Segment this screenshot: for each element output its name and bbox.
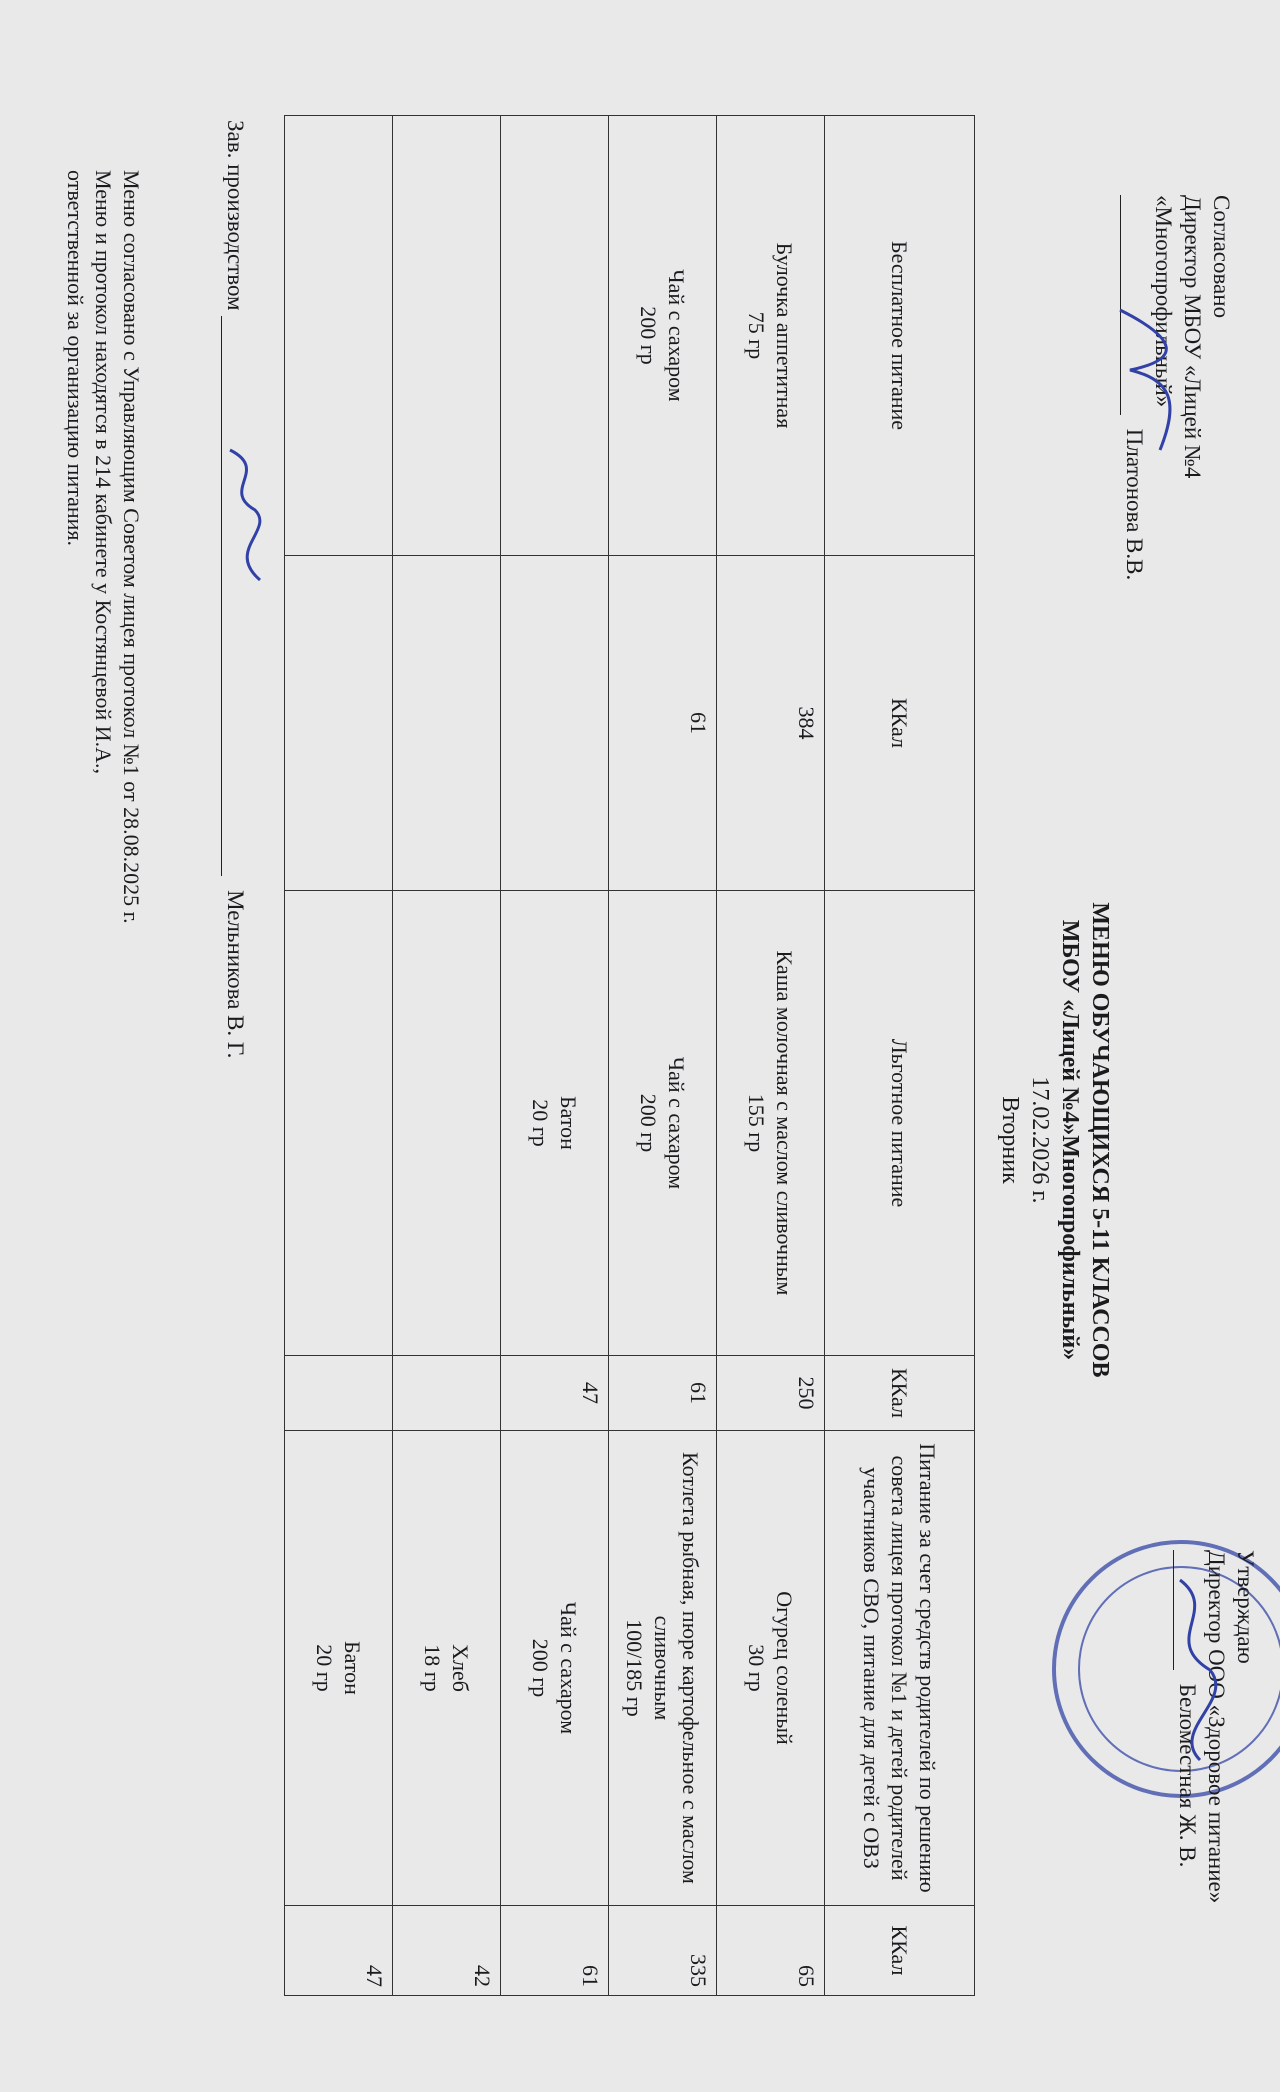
- table-cell: Чай с сахаром 200 гр: [501, 1431, 609, 1906]
- menu-title-line2: МБОУ «Лицей №4»Многопрофильный»: [1057, 919, 1083, 1361]
- note-line3: ответственной за организацию питания.: [63, 170, 88, 547]
- table-cell: Хлеб 18 гр: [393, 1431, 501, 1906]
- note-line2: Меню и протокол находятся в 214 кабинете у Костянцевой И.А.,: [91, 170, 116, 775]
- kcal-cell: 335: [609, 1906, 717, 1996]
- manager-signature: [210, 440, 280, 590]
- table-cell: Булочка аппетитная 75 гр: [717, 116, 825, 556]
- table-cell: [393, 891, 501, 1356]
- table-row: [285, 116, 393, 1996]
- table-cell: [285, 891, 393, 1356]
- director-signature: [1100, 300, 1190, 460]
- production-manager-row: [221, 120, 250, 1220]
- approval-left-block: [1120, 195, 1236, 845]
- approval-left-line2: Директор МБОУ «Лицей №4: [1180, 195, 1205, 479]
- menu-weekday: Вторник: [997, 1096, 1023, 1184]
- header-free-meals: Бесплатное питание: [825, 116, 975, 556]
- approval-right-line2: Директор ООО «Здоровое питание»: [1204, 1550, 1229, 1904]
- kcal-cell: 384: [717, 556, 825, 891]
- table-row: [609, 116, 717, 1996]
- table-row: [501, 116, 609, 1996]
- notes-block: [61, 170, 145, 1570]
- table-cell: Огурец соленый 30 гр: [717, 1431, 825, 1906]
- kcal-cell: 61: [609, 1356, 717, 1431]
- kcal-cell: 61: [501, 1906, 609, 1996]
- kcal-cell: 47: [285, 1906, 393, 1996]
- kcal-cell: [393, 556, 501, 891]
- kcal-cell: [393, 1356, 501, 1431]
- supplier-signature: [1150, 1570, 1240, 1770]
- kcal-cell: [285, 556, 393, 891]
- kcal-cell: 65: [717, 1906, 825, 1996]
- approval-left-line3: «Многопрофильный»: [1151, 195, 1176, 408]
- table-row: [717, 116, 825, 1996]
- table-row: [393, 116, 501, 1996]
- approval-left-line1: Согласовано: [1209, 195, 1234, 319]
- approval-right-signer: Беломестная Ж. В.: [1175, 1683, 1200, 1868]
- header-kcal: ККал: [825, 556, 975, 891]
- signature-line: [221, 316, 244, 876]
- note-line1: Меню согласовано с Управляющим Советом лицея протокол №1 от 28.08.2025 г.: [119, 170, 144, 924]
- production-manager-label: Зав. производством: [223, 120, 248, 311]
- table-cell: Котлета рыбная, пюре картофельное с маслом сливочным 100/185 гр: [609, 1431, 717, 1906]
- menu-table: [284, 115, 975, 1996]
- kcal-cell: 61: [609, 556, 717, 891]
- table-cell: Каша молочная с маслом сливочным 155 гр: [717, 891, 825, 1356]
- header-kcal: ККал: [825, 1356, 975, 1431]
- table-cell: [501, 116, 609, 556]
- production-manager-name: Мельникова В. Г.: [223, 890, 248, 1059]
- kcal-cell: [285, 1356, 393, 1431]
- kcal-cell: 250: [717, 1356, 825, 1431]
- approval-left-signer: Платонова В.В.: [1122, 428, 1147, 581]
- table-header-row: [825, 116, 975, 1996]
- table-cell: Чай с сахаром 200 гр: [609, 891, 717, 1356]
- table-cell: Батон 20 гр: [285, 1431, 393, 1906]
- kcal-cell: 42: [393, 1906, 501, 1996]
- header-kcal: ККал: [825, 1906, 975, 1996]
- table-cell: [285, 116, 393, 556]
- table-cell: Чай с сахаром 200 гр: [609, 116, 717, 556]
- approval-left-sign-row: [1120, 195, 1149, 845]
- approval-right-line1: Утверждаю: [1233, 1550, 1258, 1664]
- header-paid-meals: Питание за счет средств родителей по решению совета лицея протокол №1 и детей родителей участников СВО, питание для детей с ОВЗ: [825, 1431, 975, 1906]
- menu-title-block: [995, 820, 1115, 1460]
- kcal-cell: 47: [501, 1356, 609, 1431]
- header-discount-meals: Льготное питание: [825, 891, 975, 1356]
- table-cell: Батон 20 гр: [501, 891, 609, 1356]
- table-cell: [393, 116, 501, 556]
- menu-title-line1: МЕНЮ ОБУЧАЮЩИХСЯ 5-11 КЛАССОВ: [1087, 902, 1113, 1378]
- kcal-cell: [501, 556, 609, 891]
- menu-date: 17.02.2026 г.: [1027, 1076, 1053, 1204]
